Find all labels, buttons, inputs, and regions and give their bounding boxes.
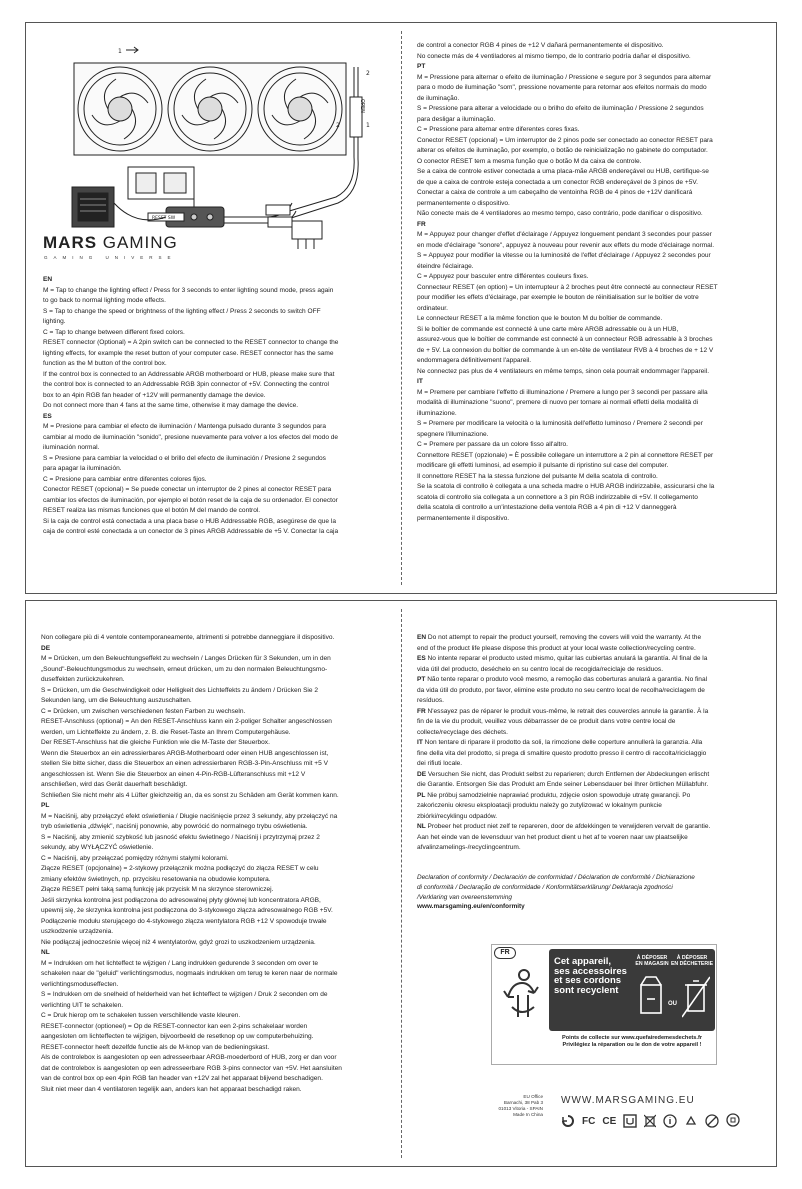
language-heading: PT xyxy=(417,63,426,70)
text-line: S = Naciśnij, aby zmienić szybkość lub jasność efektu świetlnego / Naciśnij i przytrzymaj przez 2 xyxy=(41,833,320,841)
language-code: EN xyxy=(417,634,427,641)
page1-right-column xyxy=(409,23,774,595)
text-line: No conecte más de 4 ventiladores al mismo tiempo, de lo contrario podría dañar el dispositivo. xyxy=(417,52,691,60)
language-heading: ES xyxy=(43,412,52,420)
warranty-text: Nie próbuj samodzielnie naprawiać produktu, zdjęcie osłon spowoduje utratę gwarancji. Po xyxy=(425,791,691,799)
warranty-text: Non tentare di riparare il prodotto da soli, la rimozione delle coperture annullerà la garanzia. Alla xyxy=(422,739,703,746)
page2-right-column xyxy=(409,601,774,1168)
text-line: C = Naciśnij, aby przełączać pomiędzy różnymi stałymi kolorami. xyxy=(41,854,229,862)
text-line: tryb oświetlenia „dźwięk", naciśnij ponownie, aby powrócić do normalnego trybu oświetlenia. xyxy=(41,823,308,830)
text-line: ordinateur. xyxy=(417,304,448,312)
conformity-link[interactable]: www.marsgaming.eu/en/conformity xyxy=(417,903,525,910)
text-line: O conector RESET tem a mesma função que o botão M da caixa de controle. xyxy=(417,157,642,165)
certification-marks xyxy=(561,1111,740,1131)
language-code: ES xyxy=(417,655,426,662)
text-line: „Sound"-Beleuchtungsmodus zu wechseln, erneut drücken, um zu den normalen Beleuchtungsmo- xyxy=(41,665,328,673)
option-line: À DÉPOSER xyxy=(676,955,708,961)
text-line: van de control box op een 4pin RGB fan header van +12V zal het apparaat blijvend beschadigen. xyxy=(41,1075,323,1082)
text-line: Non collegare più di 4 ventole contemporaneamente, altrimenti si potrebbe danneggiare il dispositivo. xyxy=(41,634,335,641)
step-label: 2 xyxy=(336,122,340,129)
text-line: sekundy, aby WYŁĄCZYĆ oświetlenie. xyxy=(41,844,154,851)
text-line: Sluit niet meer dan 4 ventilatoren tegelijk aan, anders kan het apparaat beschadigd raken. xyxy=(41,1085,302,1093)
text-line: aangesloten om lichteffecten te wijzigen, bijvoorbeeld de resetknop op uw computerbehuizing. xyxy=(41,1033,314,1040)
text-line: C = Tap to change between different fixed colors. xyxy=(43,328,185,336)
address-line: Made In China xyxy=(513,1112,543,1117)
declaration-line: di conformità / Declaração de conformidade / Konformitätserklärung/ Deklaracja zgodności xyxy=(417,884,673,891)
warranty-line: fine della vita del prodotto, si prega di smaltire questo prodotto presso il centro di raccolta/riciclaggio xyxy=(417,749,707,757)
warranty-line xyxy=(417,738,772,749)
text-line: C = Druk hierop om te schakelen tussen verschillende vaste kleuren. xyxy=(41,1012,241,1019)
text-line: permanentemente o dispositivo. xyxy=(417,199,510,207)
text-line: function as the M button of the control box. xyxy=(43,360,167,367)
text-line: dat de controlebox is aangesloten op een adresseerbare RGB 3-pins connector van +5V. Het aansluiten xyxy=(41,1064,342,1072)
text-line: Se la scatola di controllo è collegata a una scheda madre o HUB ARGB indirizzabile, assicurarsi che la xyxy=(417,483,715,490)
text-line: Não conecte mais de 4 ventiladores ao mesmo tempo, caso contrário, pode danificar o dispositivo. xyxy=(417,210,703,217)
country-badge: FR xyxy=(494,947,516,959)
website-url[interactable]: WWW.MARSGAMING.EU xyxy=(561,1095,695,1106)
text-line: S = Pressione para alterar a velocidade ou o brilho do efeito de iluminação / Pressione 2 segundos xyxy=(417,105,704,112)
warranty-text: Probeer het product niet zelf te repareren, door de afdekkingen te verwijderen vervalt de garantie. xyxy=(425,823,711,830)
warranty-line xyxy=(417,822,772,833)
fold-line xyxy=(401,609,402,1158)
language-heading: DE xyxy=(41,644,51,652)
instructions-es-pt-fr-it xyxy=(417,41,772,524)
fold-line xyxy=(401,31,402,585)
declaration-text xyxy=(417,873,772,903)
language-heading: FR xyxy=(417,220,426,228)
warranty-line: Aan het einde van de levensduur van het product dient u het af te voeren naar uw plaatselijke xyxy=(417,833,688,841)
ce-mark: CE xyxy=(602,1115,617,1127)
text-line: Connecteur RESET (en option) = Un interrupteur à 2 broches peut être connecté au connecteur RESET xyxy=(417,283,718,291)
language-code: PL xyxy=(417,791,426,799)
text-line: spegnere l'illuminazione. xyxy=(417,430,489,438)
text-line: Conector RESET (opcional) = Um interruptor de 2 pinos pode ser conectado ao conector RESET para xyxy=(417,136,713,144)
manual-page-1 xyxy=(25,22,777,594)
text-line: Conector RESET (opcional) = Se puede conectar un interruptor de 2 pines al conector RESET para xyxy=(43,486,332,493)
headline-line: Cet appareil, xyxy=(554,956,612,967)
triman-icon xyxy=(498,967,546,1023)
warranty-text: No intente reparar el producto usted mismo, quitar las cubiertas anulará la garantía. Al final de la xyxy=(425,655,708,662)
text-line: pour modifier les effets d'éclairage, par exemple le bouton de réinitialisation sur le boîtier de votre xyxy=(417,294,699,301)
text-line: S = Presione para cambiar la velocidad o el brillo del efecto de iluminación / Presione 2 segundos xyxy=(43,454,326,462)
text-line: S = Indrukken om de snelheid of helderheid van het lichteffect te wijzigen / Druk 2 seconden om de xyxy=(41,991,328,998)
no-disposal-icon xyxy=(705,1114,719,1128)
address-line: 01013 Vitoria - SPAIN xyxy=(498,1106,543,1111)
text-line: schakelen naar de "geluid" verlichtingsmodus, nogmaals indrukken om terug te keren naar de normale xyxy=(41,970,338,977)
text-line: C = Drücken, um zwischen verschiedenen festen Farben zu wechseln. xyxy=(41,707,246,715)
text-line: RESET-connector (optioneel) = Op de RESET-connector kan een 2-pins schakelaar worden xyxy=(41,1022,308,1030)
text-line: Il connettore RESET ha la stessa funzione del pulsante M della scatola di controllo. xyxy=(417,472,658,480)
text-line: S = Premere per modificare la velocità o la luminosità dell'effetto luminoso / Premere 2 secondi per xyxy=(417,420,703,427)
text-line: C = Appuyez pour basculer entre différentes couleurs fixes. xyxy=(417,273,589,280)
warranty-line: collecte/recyclage des déchets. xyxy=(417,728,508,736)
text-line: Wenn die Steuerbox an ein adressierbares ARGB-Motherboard oder einen HUB angeschlossen ist, xyxy=(41,749,329,757)
pap-recycling-icon xyxy=(726,1113,740,1129)
text-line: de control a conector RGB 4 pines de +12 V dañará permanentemente el dispositivo. xyxy=(417,42,664,49)
text-line: to go back to normal lighting mode effects. xyxy=(43,297,166,304)
text-line: RESET connector (Optional) = A 2pin switch can be connected to the RESET connector to change the xyxy=(43,339,339,346)
text-line: illuminazione. xyxy=(417,409,457,417)
warranty-text: Não tente reparar o produto você mesmo, a remoção das coberturas anulará a garantia. No final xyxy=(425,676,708,683)
text-line: C = Presione para cambiar entre diferentes colores fijos. xyxy=(43,475,207,483)
warranty-text: Versuchen Sie nicht, das Produkt selbst zu reparieren; durch Entfernen der Abdeckungen erlischt xyxy=(426,770,710,778)
warranty-line xyxy=(417,654,772,665)
warranty-line: zbiórki/recyklingu odpadów. xyxy=(417,812,498,820)
text-line: C = Pressione para alternar entre diferentes cores fixas. xyxy=(417,126,580,133)
brand-logo xyxy=(43,233,178,253)
language-heading: EN xyxy=(43,276,53,283)
text-line: M = Appuyez pour changer d'effet d'éclairage / Appuyez longuement pendant 3 secondes pour passer xyxy=(417,231,712,238)
text-line: iluminación normal. xyxy=(43,444,100,451)
text-line: Schließen Sie nicht mehr als 4 Lüfter gleichzeitig an, da es sonst zu Schäden am Gerät kommen kann. xyxy=(41,791,339,799)
warranty-line: fin de la vie du produit, veuillez vous débarrasser de ce produit dans votre centre local de xyxy=(417,718,676,725)
text-line: box to an 4pin RGB fan header of +12V will permanently damage the device. xyxy=(43,391,266,399)
or-label: OU xyxy=(668,1001,677,1007)
text-line: If the control box is connected to an Addressable ARGB motherboard or HUB, please make sure that xyxy=(43,370,335,378)
text-line: zmiany efektów świetlnych, np. przycisku resetowania na obudowie komputera. xyxy=(41,875,271,883)
text-line: para desligar a iluminação. xyxy=(417,115,496,123)
waste-bin-icon xyxy=(682,973,710,1021)
warranty-line: die Garantie. Entsorgen Sie das Produkt am Ende seiner Lebensdauer bei Ihrer örtlichen Müllabfuhr. xyxy=(417,781,709,788)
option-line: EN MAGASIN xyxy=(635,961,669,967)
text-line: S = Tap to change the speed or brightness of the lighting effect / Press 2 seconds to switch OFF xyxy=(43,307,321,315)
text-line: M = Tap to change the lighting effect / Press for 3 seconds to enter lighting sound mode, press again xyxy=(43,286,334,294)
text-line: RESET-Anschluss (optional) = An den RESET-Anschluss kann ein 2-poliger Schalter angeschlossen xyxy=(41,718,332,725)
store-icon xyxy=(638,973,664,1021)
text-line: S = Drücken, um die Geschwindigkeit oder Helligkeit des Lichteffekts zu ändern / Drücken Sie 2 xyxy=(41,686,318,694)
step-label: 2 xyxy=(366,70,370,77)
text-line: C = Premere per passare da un colore fisso all'altro. xyxy=(417,441,568,448)
text-line: M = Drücken, um den Beleuchtungseffekt zu wechseln / Langes Drücken für 3 Sekunden, um in den xyxy=(41,655,331,662)
declaration-line: Declaration of conformity / Declaración de conformidad / Déclaration de conformité / Dichiarazione xyxy=(417,874,695,881)
headline-line: et ses cordons xyxy=(554,975,622,987)
text-line: the control box is connected to an Addressable RGB 3pin connector of +5V. Connecting the control xyxy=(43,381,330,388)
text-line: Do not connect more than 4 fans at the same time, otherwise it may damage the device. xyxy=(43,402,299,409)
text-line: M = Pressione para alternar o efeito de iluminação / Pressione e segure por 3 segundos para alternar xyxy=(417,73,712,81)
text-line: modificare gli effetti luminosi, ad esempio il pulsante di ripristino sul case del computer. xyxy=(417,462,669,469)
language-code: FR xyxy=(417,707,426,715)
arrow-icon xyxy=(126,47,138,53)
manual-page-2 xyxy=(25,600,777,1167)
text-line: permanentemente il dispositivo. xyxy=(417,514,510,522)
option-line: EN DÉCHETERIE xyxy=(670,961,714,967)
warranty-notices xyxy=(417,633,772,854)
declaration-block xyxy=(417,873,772,910)
weee-bin-icon xyxy=(644,1114,656,1128)
warranty-line: zakończeniu okresu eksploatacji produktu należy go zutylizować w lokalnym punkcie xyxy=(417,802,662,809)
address-line: EU Office xyxy=(523,1094,543,1099)
text-line: cambiar los efectos de iluminación, por ejemplo el botón reset de la caja de su ordenador. El conector xyxy=(43,496,338,504)
text-line: werden, um Lichteffekte zu ändern, z. B. die Reset-Taste an Ihrem Computergehäuse. xyxy=(41,728,291,736)
page1-left-column xyxy=(26,23,401,595)
open-label: OPEN xyxy=(359,99,365,113)
text-line: lighting effects, for example the reset button of your computer case. RESET connector has the same xyxy=(43,349,334,357)
recycling-box xyxy=(491,944,717,1065)
text-line: Le connecteur RESET a la même fonction que le bouton M du boîtier de commande. xyxy=(417,315,663,322)
text-line: uszkodzenie urządzenia. xyxy=(41,928,114,935)
text-line: Podłączenie modułu sterującego do 4-stykowego złącza wentylatora RGB +12 V spowoduje trwałe xyxy=(41,917,327,925)
reset-sw-label: RESET SW xyxy=(152,216,176,221)
text-line: Złącze RESET pełni taką samą funkcję jak przycisk M na skrzynce sterowniczej. xyxy=(41,886,274,893)
info-mark-icon xyxy=(663,1114,677,1128)
language-heading: PL xyxy=(41,802,50,809)
language-heading: NL xyxy=(41,949,50,956)
text-line: verlichting UIT te schakelen. xyxy=(41,1001,124,1009)
text-line: Se a caixa de controle estiver conectada a uma placa-mãe ARGB endereçável ou HUB, certifique-se xyxy=(417,168,709,175)
installation-diagram xyxy=(36,27,391,251)
eu-office-address xyxy=(471,1094,543,1118)
text-line: Nie podłączaj jednocześnie więcej niż 4 wentylatorów, gdyż grozi to uszkodzeniem urządzenia. xyxy=(41,938,316,946)
brand-tagline: GAMING UNIVERSE xyxy=(44,255,177,260)
warranty-line: resíduos. xyxy=(417,697,444,704)
warranty-line: vida útil del producto, deséchelo en su centro local de recogida/reciclaje de residuos. xyxy=(417,665,664,673)
text-line: de que a caixa de controle esteja conectada a um conector RGB endereçável de 3 pinos de +5V. xyxy=(417,178,698,186)
warranty-text: N'essayez pas de réparer le produit vous-même, le retrait des couvercles annule la garantie. À la xyxy=(425,707,709,715)
instructions-en-es xyxy=(43,275,395,538)
recycling-loop-icon xyxy=(684,1114,698,1128)
warranty-line: dei rifiuti locale. xyxy=(417,760,463,767)
text-line: Sekunden lang, um die Beleuchtung auszuschalten. xyxy=(41,697,192,704)
text-line: Si la caja de control está conectada a una placa base o HUB Addressable RGB, asegúrese de que la xyxy=(43,517,336,525)
waste-center-dropoff-label xyxy=(670,955,714,967)
text-line: Conectar a caixa de controle a um cabeçalho de ventoinha RGB de 4 pinos de +12V danificará xyxy=(417,189,693,196)
declaration-line: /Verklaring van overeenstemming xyxy=(417,894,512,901)
text-line: verlichtingsmoduseffecten. xyxy=(41,980,119,988)
recycling-info xyxy=(491,944,717,1065)
warranty-line xyxy=(417,675,772,686)
warranty-line xyxy=(417,707,772,718)
text-line: para o modo de iluminação "som", pressione novamente para retornar aos efeitos normais do modo xyxy=(417,84,707,91)
text-line: Złącze RESET (opcjonalne) = 2-stykowy przełącznik można podłączyć do złącza RESET w celu xyxy=(41,865,319,872)
text-line: en mode d'éclairage "sonore", appuyez à nouveau pour revenir aux effets du mode d'éclairage normal. xyxy=(417,241,715,249)
text-line: Si le boîtier de commande est connecté à une carte mère ARGB adressable ou à un HUB, xyxy=(417,325,679,333)
warranty-line xyxy=(417,791,772,802)
text-line: M = Presione para cambiar el efecto de iluminación / Mantenga pulsado durante 3 segundos para xyxy=(43,423,326,430)
language-heading: IT xyxy=(417,378,423,385)
text-line: RESET-connector heeft dezelfde functie als de M-knop van de bedieningskast. xyxy=(41,1043,270,1051)
headline-line: ses accessoires xyxy=(554,965,627,977)
text-line: M = Premere per cambiare l'effetto di illuminazione / Premere a lungo per 3 secondi per passare alla xyxy=(417,388,708,396)
headline-line: sont recyclent xyxy=(554,984,619,996)
text-line: della scatola di controllo a un'intestazione della ventola RGB a 4 pin di +12 V danneggerà xyxy=(417,504,677,511)
recycling-headline xyxy=(554,957,634,995)
text-line: caja de control esté conectada a un conector de 3 pines ARGB Addressable de +5 V. Conectar la caja xyxy=(43,528,339,535)
fcc-mark: FC xyxy=(582,1115,596,1127)
text-line: assurez-vous que le boîtier de commande est connecté à un connecteur RGB adressable à 3 broches xyxy=(417,336,713,343)
text-line: Der RESET-Anschluss hat die gleiche Funktion wie die M-Taste der Steuerbox. xyxy=(41,739,270,746)
address-line: Barnachi, 38 Pab 3 xyxy=(503,1100,543,1105)
text-line: de + 5V. La connexion du boîtier de commande à un en-tête de ventilateur RVB à 4 broches de + 12 V xyxy=(417,346,714,354)
text-line: éteindre l'éclairage. xyxy=(417,262,474,270)
text-line: anschließen, wird das Gerät dauerhaft beschädigt. xyxy=(41,781,188,788)
text-line: alterar os efeitos de iluminação, por exemplo, o botão de reinicialização no gabinete do computador. xyxy=(417,147,708,154)
recycle-icon xyxy=(561,1114,575,1128)
text-line: de iluminação. xyxy=(417,94,460,102)
text-line: scatola di controllo sia collegata a un connettore a 3 pin RGB indirizzabile di +5V. Il collegamento xyxy=(417,493,698,501)
text-line: M = Naciśnij, aby przełączyć efekt oświetlenia / Długie naciśnięcie przez 3 sekundy, aby przełączyć na xyxy=(41,812,338,820)
store-dropoff-label xyxy=(630,955,674,967)
warranty-line xyxy=(417,770,772,781)
warranty-line: da vida útil do produto, por favor, elimine este produto no seu centro local de recolha/reciclagem de xyxy=(417,686,705,694)
option-line: À DÉPOSER xyxy=(636,955,668,961)
text-line: angeschlossen ist. Wenn Sie die Steuerbox an einen 4-Pin-RGB-Lüfteranschluss mit +12 V xyxy=(41,770,306,778)
text-line: Connettore RESET (opzionale) = È possibile collegare un interruttore a 2 pin al connettore RESET per xyxy=(417,451,714,459)
text-line: Jeśli skrzynka kontrolna jest podłączona do adresowalnej płyty głównej lub koncentratora ARGB, xyxy=(41,896,321,904)
warranty-line xyxy=(417,633,772,644)
text-line: Als de controlebox is aangesloten op een adresseerbaar ARGB-moederbord of HUB, zorg er dan voor xyxy=(41,1054,337,1061)
step-label: 1 xyxy=(118,48,122,55)
page2-left-column xyxy=(26,601,401,1168)
ukca-icon xyxy=(623,1114,637,1128)
brand-name-part: MARS xyxy=(43,233,98,252)
text-line: duseffekten zurückzukehren. xyxy=(41,676,125,683)
language-code: DE xyxy=(417,770,427,778)
text-line: endommagera définitivement l'appareil. xyxy=(417,357,532,364)
language-code: NL xyxy=(417,823,426,830)
text-line: lighting. xyxy=(43,318,66,325)
language-code: IT xyxy=(417,739,423,746)
text-line: modalità di illuminazione "suono", premere di nuovo per tornare ai normali effetti della modalità di xyxy=(417,399,699,406)
text-line: stellen Sie bitte sicher, dass die Steuerbox an einen adressierbaren RGB-3-Pin-Anschluss mit +5 V xyxy=(41,760,328,767)
points-line: Points de collecte sur www.quefairedemesdechets.fr xyxy=(562,1035,702,1041)
collection-points xyxy=(548,1035,716,1049)
text-line: S = Appuyez pour modifier la vitesse ou la luminosité de l'effet d'éclairage / Appuyez 2 secondes pour xyxy=(417,252,711,259)
language-code: PT xyxy=(417,676,426,683)
text-line: M = Indrukken om het lichteffect te wijzigen / Lang indrukken gedurende 3 seconden om over te xyxy=(41,959,319,967)
instructions-it-de-pl-nl xyxy=(41,633,396,1095)
warranty-text: Do not attempt to repair the product yourself, removing the covers will void the warranty. At the xyxy=(426,634,702,641)
text-line: para apagar la iluminación. xyxy=(43,465,122,472)
warranty-line: afvalinzamelings-/recyclingcentrum. xyxy=(417,844,521,851)
text-line: upewnij się, że skrzynka kontrolna jest podłączona do 3-stykowego złącza adresowalnego RGB +5V. xyxy=(41,907,333,914)
brand-name-part: GAMING xyxy=(97,233,178,252)
text-line: Ne connectez pas plus de 4 ventilateurs en même temps, sinon cela pourrait endommager l'appareil. xyxy=(417,367,710,375)
step-label: 1 xyxy=(366,122,370,129)
points-line: Privilégiez la réparation ou le don de votre appareil ! xyxy=(562,1042,702,1048)
text-line: cambiar al modo de iluminación "sonido", presione nuevamente para volver a los efectos del modo de xyxy=(43,433,339,441)
text-line: RESET realiza las mismas funciones que el botón M del mando de control. xyxy=(43,507,261,514)
warranty-line: end of the product life please dispose this product at your local waste collection/recycling centre. xyxy=(417,644,696,652)
